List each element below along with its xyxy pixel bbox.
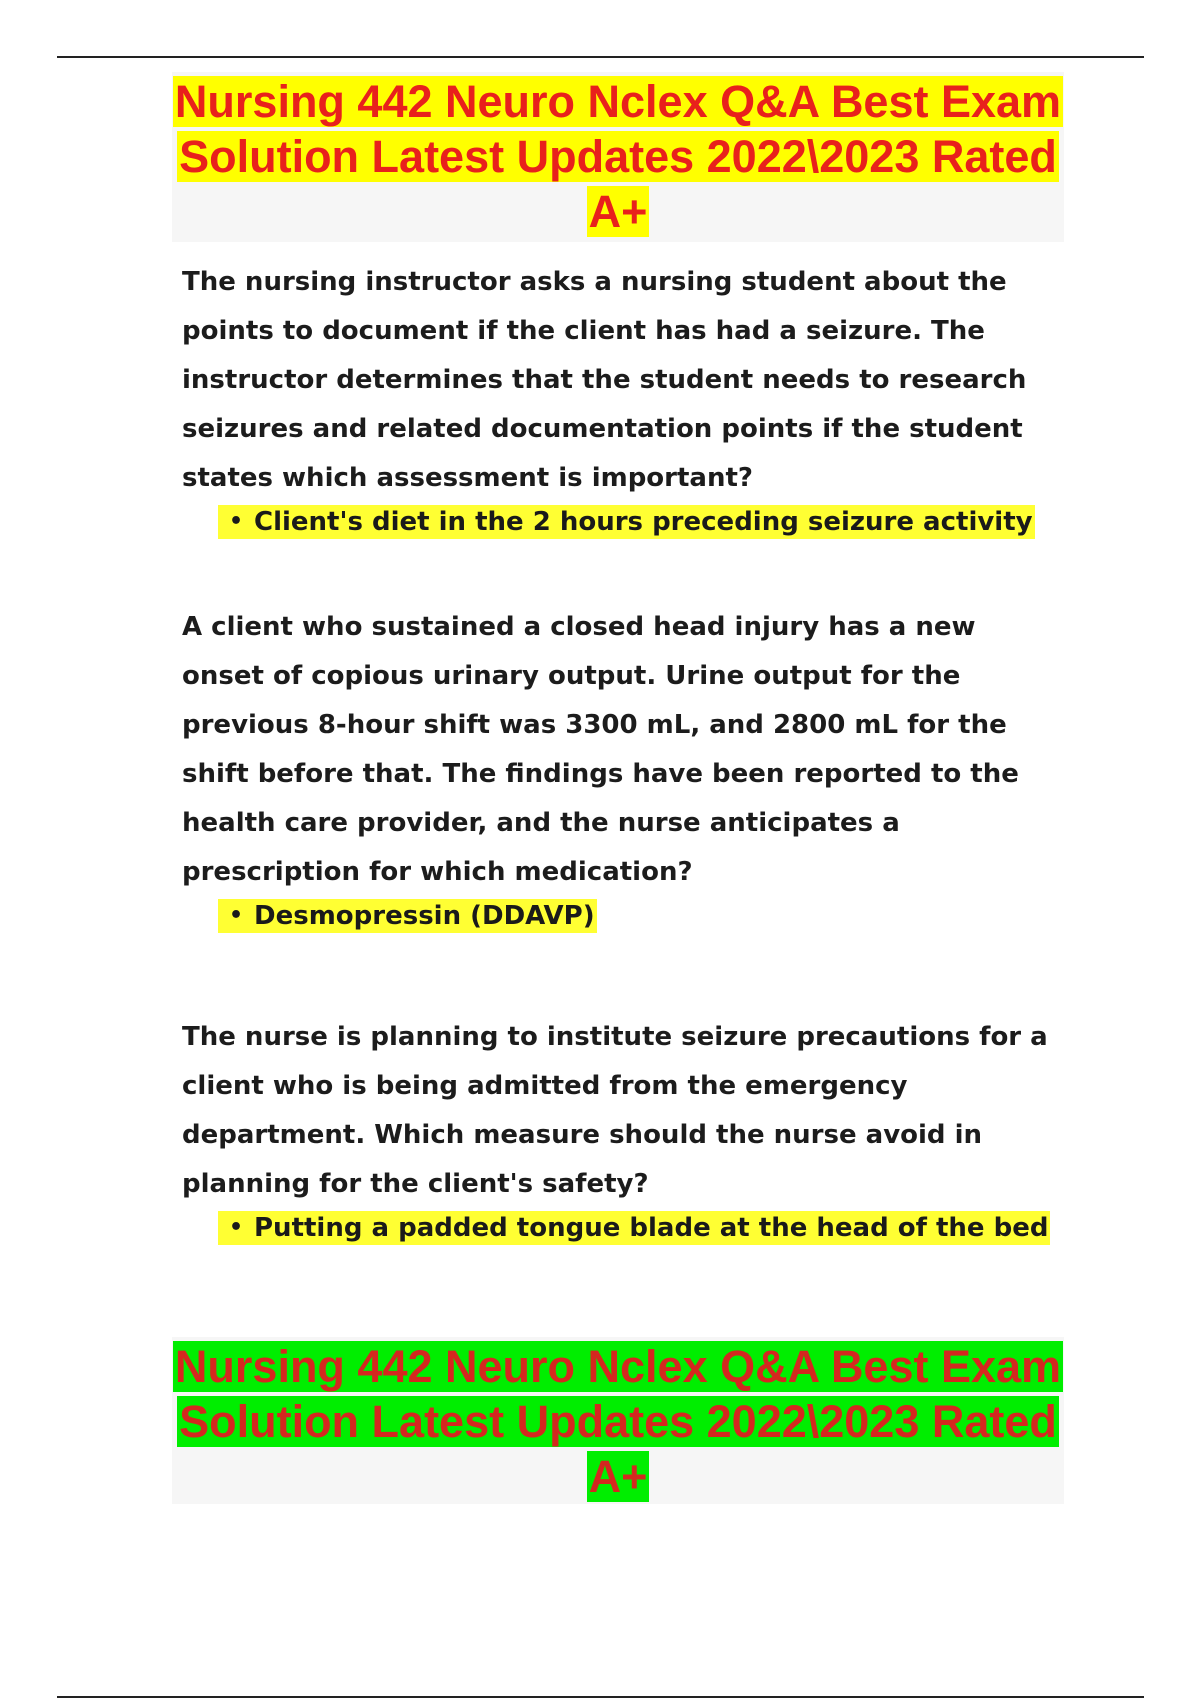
answer bbox=[218, 1211, 1062, 1245]
answer bbox=[218, 505, 1062, 539]
qa-item bbox=[182, 1013, 1062, 1245]
bottom-rule bbox=[57, 1696, 1144, 1698]
answer-text: Desmopressin (DDAVP) bbox=[254, 901, 595, 931]
bullet-icon: • bbox=[228, 1215, 244, 1240]
answer-text: Client's diet in the 2 hours preceding seizure activity bbox=[254, 507, 1033, 537]
bullet-icon: • bbox=[228, 509, 244, 534]
document-title-text: Nursing 442 Neuro Nclex Q&A Best Exam Solution Latest Updates 2022\2023 Rated A+ bbox=[174, 76, 1062, 237]
question-text: A client who sustained a closed head injury has a new onset of copious urinary output. Urine output for the previous 8-hour shift was 3300 mL, and 2800 mL for the shift before that. The findings have been reported to the health care provider, and the nurse anticipates a prescription for which medication? bbox=[182, 612, 1019, 887]
answer bbox=[218, 899, 1062, 933]
footer-title bbox=[172, 1337, 1064, 1504]
question-text: The nursing instructor asks a nursing student about the points to document if the client has had a seizure. The instructor determines that the student needs to research seizures and related documentation points if the student states which assessment is important? bbox=[182, 267, 1027, 493]
document-title bbox=[172, 72, 1064, 242]
footer-title-text: Nursing 442 Neuro Nclex Q&A Best Exam Solution Latest Updates 2022\2023 Rated A+ bbox=[174, 1341, 1062, 1502]
answer-text: Putting a padded tongue blade at the head of the bed bbox=[254, 1213, 1049, 1243]
question-text: The nurse is planning to institute seizure precautions for a client who is being admitted from the emergency department. Which measure should the nurse avoid in planning for the client's safety? bbox=[182, 1022, 1048, 1199]
bullet-icon: • bbox=[228, 903, 244, 928]
qa-item bbox=[182, 603, 1062, 933]
top-rule bbox=[57, 56, 1144, 58]
qa-item bbox=[182, 258, 1062, 539]
